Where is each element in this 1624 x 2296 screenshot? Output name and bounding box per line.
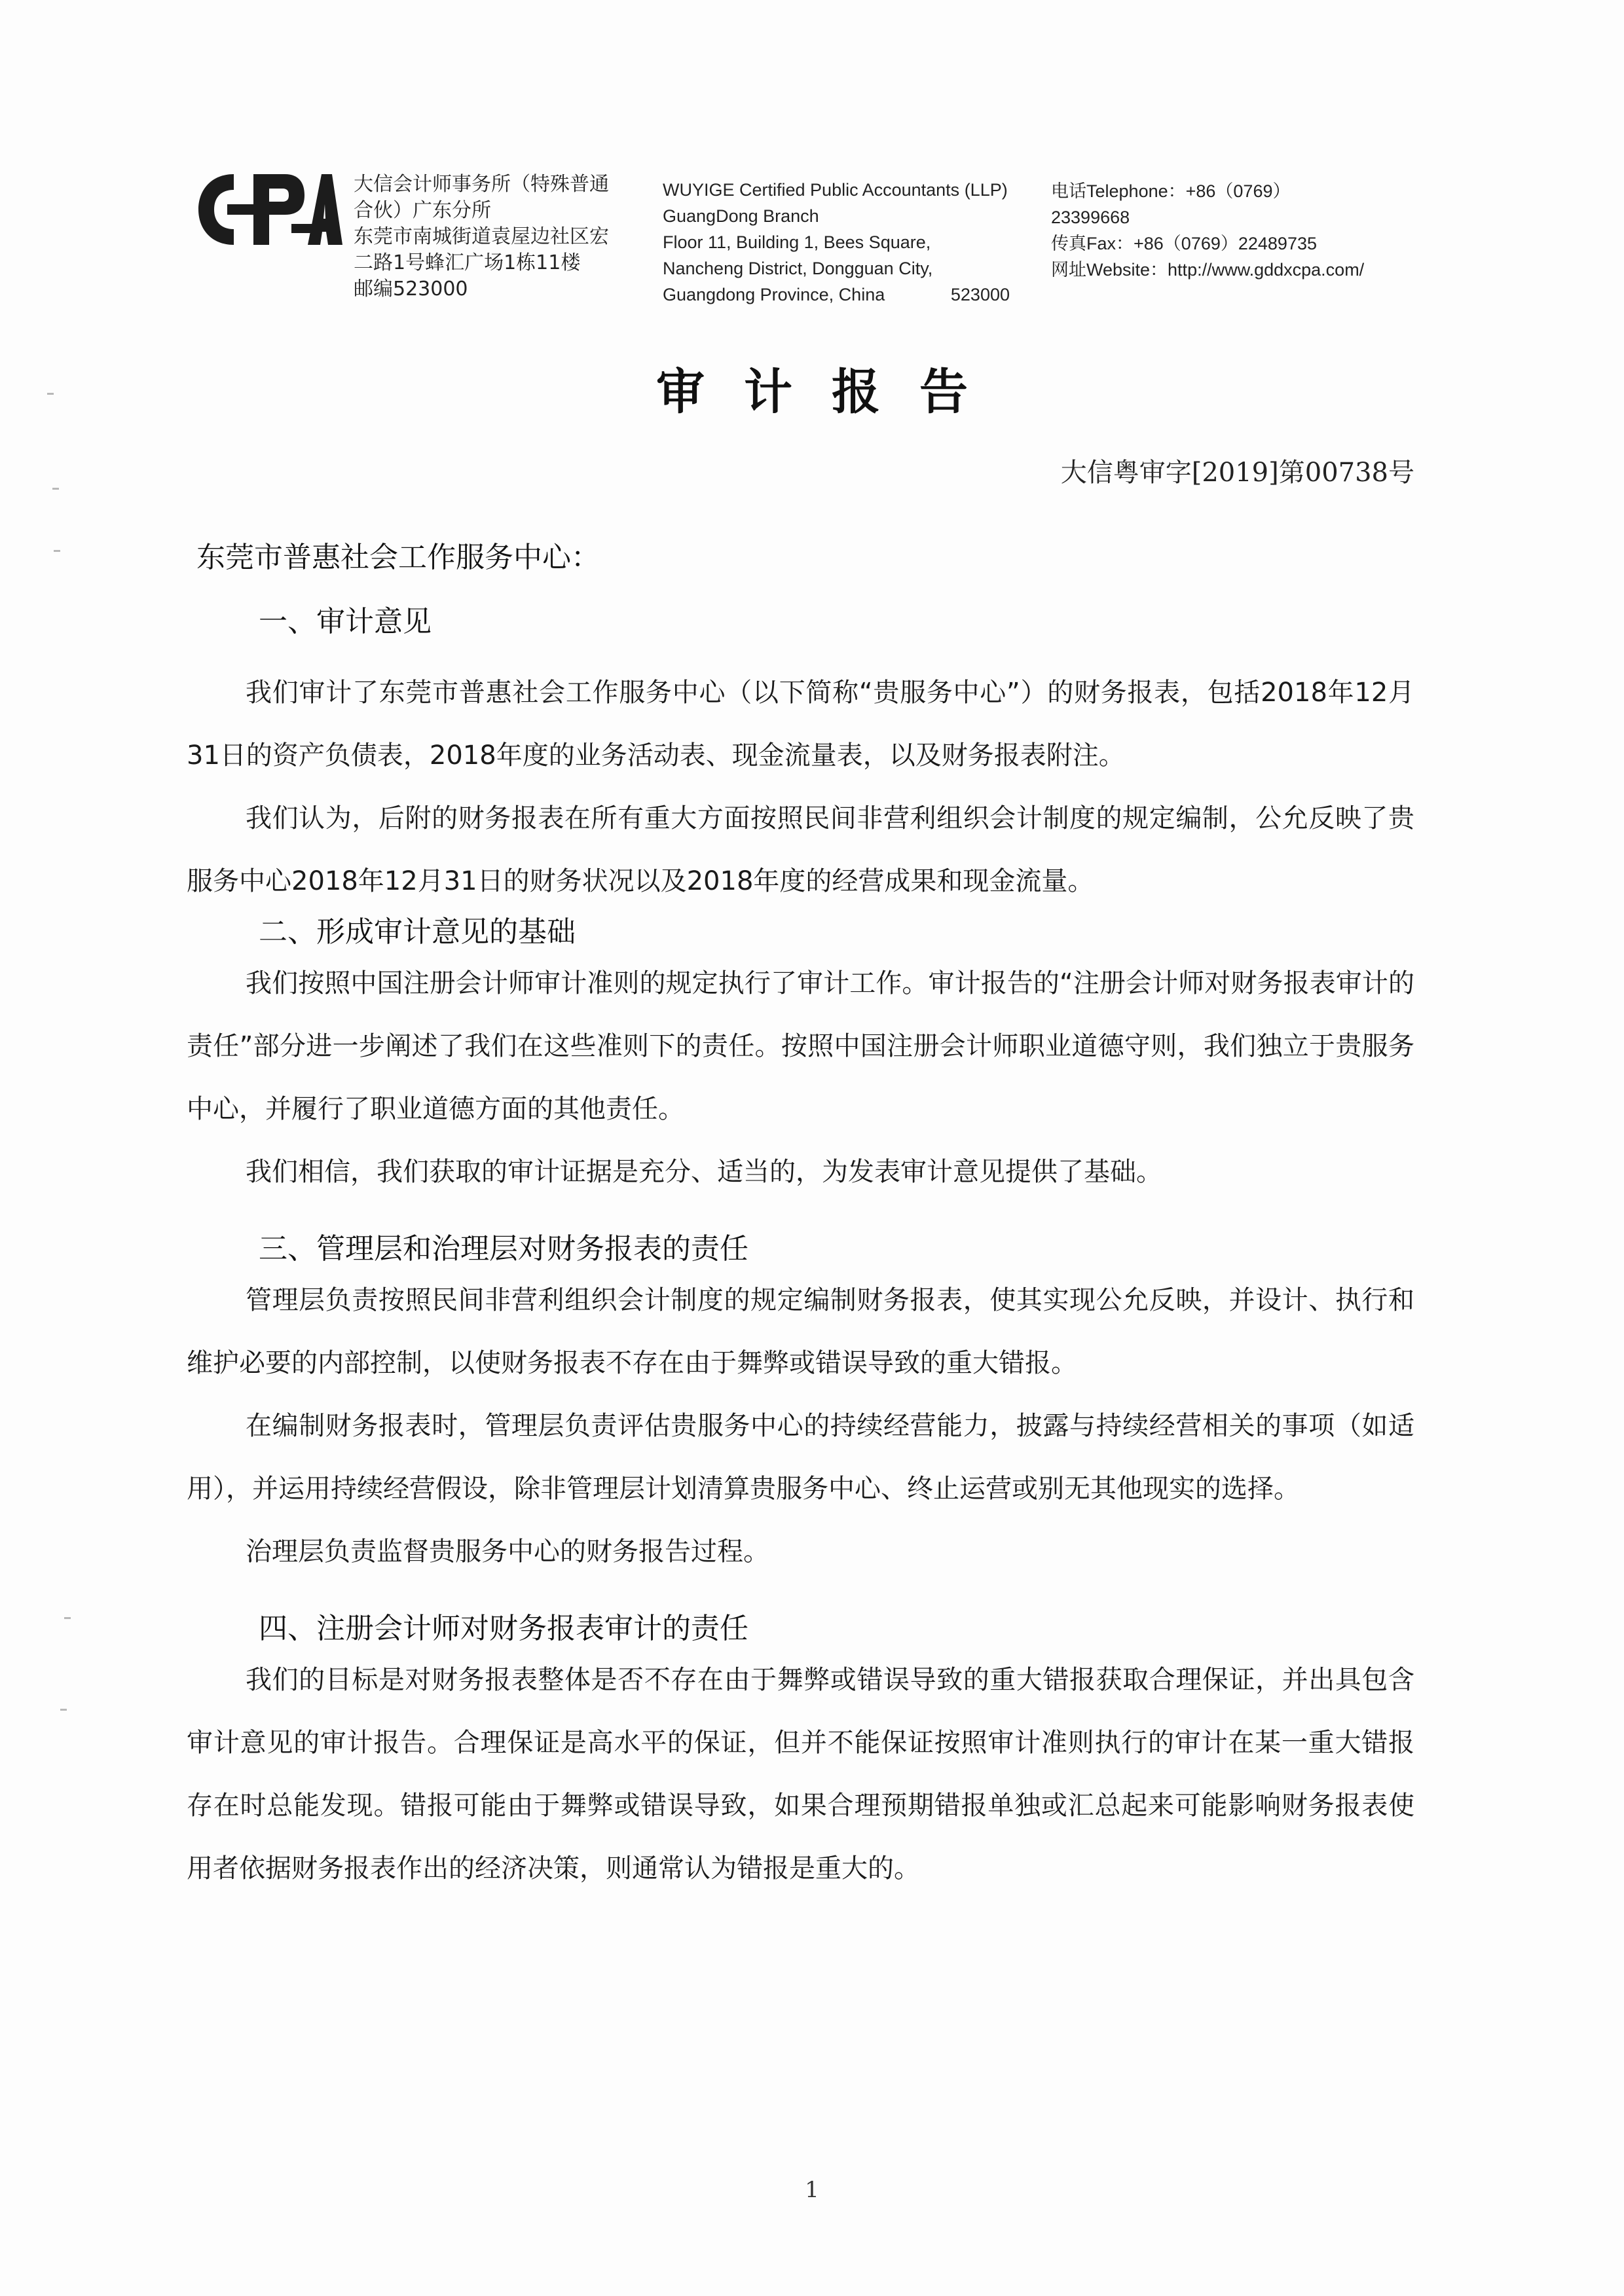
page-title: 审计报告: [656, 364, 1007, 420]
letterhead-telephone-number: 23399668: [1051, 208, 1130, 227]
scan-mark: [52, 488, 59, 490]
letterhead-fax: 传真Fax：+86（0769）22489735: [1051, 234, 1318, 253]
scan-mark: [54, 550, 60, 552]
letterhead-cn-line: 东莞市南城街道袁屋边社区宏: [354, 225, 609, 248]
paragraph: 管理层负责按照民间非营利组织会计制度的规定编制财务报表，使其实现公允反映，并设计、执行和维护必要的内部控制，以使财务报表不存在由于舞弊或错误导致的重大错报。: [187, 1285, 1414, 1378]
letterhead-cn-line: 大信会计师事务所（特殊普通: [354, 173, 609, 196]
report-number: 大信粤审字[2019]第00738号: [1060, 458, 1414, 488]
letterhead-en-address: [663, 177, 1029, 308]
section-heading-basis-for-opinion: 二、形成审计意见的基础: [259, 915, 576, 949]
paragraph: 我们按照中国注册会计师审计准则的规定执行了审计工作。审计报告的“注册会计师对财务报表审计的责任”部分进一步阐述了我们在这些准则下的责任。按照中国注册会计师职业道德守则，我们独立于贵服务中心，并履行了职业道德方面的其他责任。: [187, 968, 1414, 1124]
letterhead-en-line: GuangDong Branch: [663, 206, 819, 226]
letterhead-en-line: Nancheng District, Dongguan City,: [663, 259, 933, 278]
section-heading-audit-opinion: 一、审计意见: [259, 605, 432, 638]
page-number: 1: [805, 2177, 819, 2203]
paragraph: 治理层负责监督贵服务中心的财务报告过程。: [246, 1537, 769, 1567]
cpa-logo-icon: [193, 169, 344, 251]
letterhead-en-line: Floor 11, Building 1, Bees Square,: [663, 232, 931, 252]
letterhead-cn-line: 二路1号蜂汇广场1栋11楼: [354, 251, 581, 274]
letterhead-en-postcode: 523000: [950, 285, 1010, 304]
letterhead-website: 网址Website：http://www.gddxcpa.com/: [1051, 260, 1365, 280]
scan-mark: [60, 1709, 67, 1711]
letterhead-cn-line: 邮编523000: [354, 278, 468, 301]
report-body: [187, 602, 1414, 1900]
paragraph: 我们相信，我们获取的审计证据是充分、适当的，为发表审计意见提供了基础。: [246, 1157, 1162, 1187]
letterhead-en-line: WUYIGE Certified Public Accountants (LLP): [663, 180, 1008, 200]
paragraph: 我们审计了东莞市普惠社会工作服务中心（以下简称“贵服务中心”）的财务报表，包括2018年12月31日的资产负债表，2018年度的业务活动表、现金流量表，以及财务报表附注。: [187, 678, 1414, 771]
letterhead-cn-address: [354, 172, 642, 302]
letterhead-telephone: 电话Telephone：+86（0769）: [1051, 181, 1291, 201]
scan-mark: [47, 393, 54, 395]
paragraph: 我们认为，后附的财务报表在所有重大方面按照民间非营利组织会计制度的规定编制，公允反映了贵服务中心2018年12月31日的财务状况以及2018年度的经营成果和现金流量。: [187, 803, 1414, 896]
section-heading-auditor-responsibility: 四、注册会计师对财务报表审计的责任: [259, 1612, 748, 1645]
section-heading-management-responsibility: 三、管理层和治理层对财务报表的责任: [259, 1232, 748, 1266]
letterhead-en-province-line: [663, 282, 1010, 308]
letterhead-contact: [1051, 178, 1444, 283]
paragraph: 在编制财务报表时，管理层负责评估贵服务中心的持续经营能力，披露与持续经营相关的事项（如适用），并运用持续经营假设，除非管理层计划清算贵服务中心、终止运营或别无其他现实的选择。: [187, 1411, 1414, 1504]
letterhead-en-province: Guangdong Province, China: [663, 285, 885, 304]
letterhead-cn-line: 合伙）广东分所: [354, 199, 491, 222]
scan-mark: [64, 1617, 71, 1619]
paragraph: 我们的目标是对财务报表整体是否不存在由于舞弊或错误导致的重大错报获取合理保证，并出具包含审计意见的审计报告。合理保证是高水平的保证，但并不能保证按照审计准则执行的审计在某一重大错报存在时总能发现。错报可能由于舞弊或错误导致，如果合理预期错报单独或汇总起来可能影响财务报表使用者依据财务报表作出的经济决策，则通常认为错报是重大的。: [187, 1665, 1414, 1884]
addressee: 东莞市普惠社会工作服务中心：: [196, 541, 600, 574]
